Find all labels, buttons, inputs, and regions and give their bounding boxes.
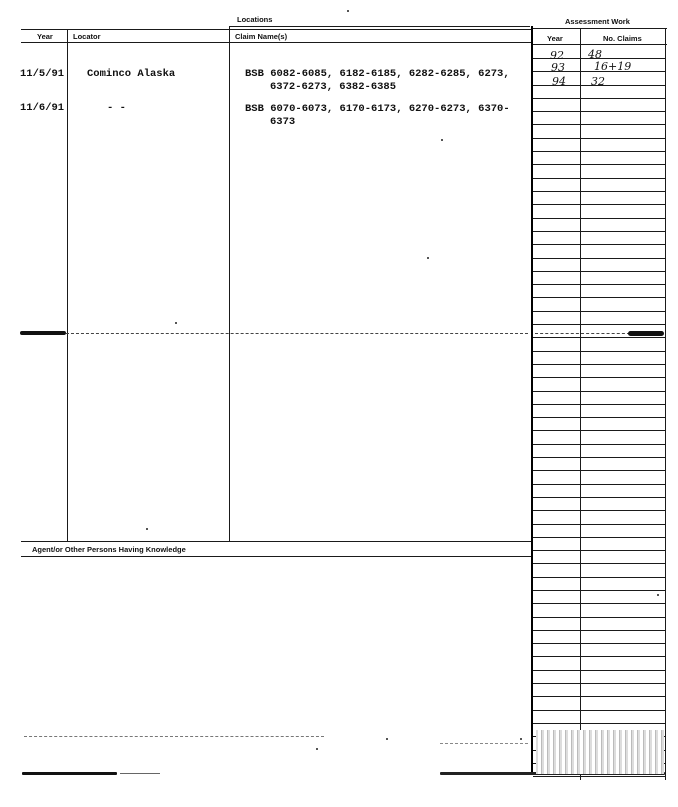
left-binding-mark: [20, 331, 66, 335]
assessment-grid-row-line: [533, 178, 666, 179]
entry-2-claims-line-2: 6373: [270, 116, 296, 128]
fold-line: [66, 333, 528, 334]
assessment-grid-row-line: [533, 337, 666, 338]
assessment-grid-row-line: [533, 457, 666, 458]
entry-2-date: 11/6/91: [20, 102, 65, 114]
locator-claims-divider: [229, 26, 230, 541]
entry-1-date: 11/5/91: [20, 68, 65, 80]
assessment-grid-row-line: [533, 776, 666, 777]
assessment-grid-row-line: [533, 590, 666, 591]
assessment-claims-2: 16+19: [594, 60, 632, 73]
assessment-grid-row-line: [533, 696, 666, 697]
fold-line-right: [535, 333, 630, 334]
entry-1-claims-line-1: BSB 6082-6085, 6182-6185, 6282-6285, 6273,: [245, 68, 510, 80]
scan-speck: [347, 10, 349, 12]
assessment-grid-row-line: [533, 630, 666, 631]
assessment-grid-row-line: [533, 470, 666, 471]
assessment-grid-row-line: [533, 391, 666, 392]
claim-names-column-header: Claim Name(s): [235, 32, 288, 41]
year-locator-divider: [67, 29, 68, 541]
assessment-grid-row-line: [533, 484, 666, 485]
entry-1-claims-line-2: 6372-6273, 6382-6385: [270, 81, 397, 93]
assessment-grid-row-line: [533, 284, 666, 285]
locations-header: Locations: [237, 15, 273, 24]
assessment-grid-row-line: [533, 364, 666, 365]
assessment-claims-column-header: No. Claims: [603, 34, 642, 43]
scan-speck: [520, 738, 522, 740]
assessment-grid-row-line: [533, 324, 666, 325]
scan-speck: [146, 528, 148, 530]
assessment-grid-row-line: [533, 524, 666, 525]
assessment-grid-row-line: [533, 710, 666, 711]
entry-2-claims-line-1: BSB 6070-6073, 6170-6173, 6270-6273, 6370-: [245, 103, 510, 115]
assessment-grid-row-line: [533, 244, 666, 245]
assessment-grid-row-line: [533, 577, 666, 578]
assessment-grid-row-line: [533, 271, 666, 272]
right-binding-mark: [628, 331, 664, 336]
column-header-rule: [21, 29, 531, 30]
assessment-grid-row-line: [533, 297, 666, 298]
bottom-left-smear: [22, 772, 117, 775]
bottom-faded-line-right: [440, 743, 528, 744]
assessment-grid-row-line: [533, 377, 666, 378]
locator-column-header: Locator: [73, 32, 101, 41]
scan-speck: [386, 738, 388, 740]
year-column-header: Year: [37, 32, 53, 41]
agent-section-underline: [21, 556, 531, 557]
scan-speck: [657, 594, 659, 596]
assessment-grid-row-line: [533, 417, 666, 418]
assessment-grid-row-line: [533, 98, 666, 99]
assessment-grid-row-line: [533, 124, 666, 125]
assessment-grid-row-line: [533, 723, 666, 724]
assessment-grid-row-line: [533, 404, 666, 405]
assessment-grid-row-line: [533, 656, 666, 657]
assessment-year-1: 92: [550, 49, 564, 62]
entry-1-locator: Cominco Alaska: [87, 68, 176, 80]
assessment-grid-row-line: [533, 603, 666, 604]
assessment-grid-row-line: [533, 537, 666, 538]
assessment-grid-row-line: [533, 111, 666, 112]
assessment-header-bottom-rule: [533, 44, 667, 45]
bottom-faint-rule: [120, 773, 160, 774]
assessment-grid-row-line: [533, 231, 666, 232]
assessment-grid-row-line: [533, 643, 666, 644]
assessment-top-rule: [533, 28, 667, 29]
assessment-grid-row-line: [533, 164, 666, 165]
assessment-year-3: 94: [552, 75, 566, 88]
assessment-grid-row-line: [533, 670, 666, 671]
entry-2-locator: - -: [107, 102, 126, 114]
scan-speck: [441, 139, 443, 141]
assessment-grid-row-line: [533, 510, 666, 511]
assessment-claims-1: 48: [588, 48, 602, 61]
assessment-grid-row-line: [533, 497, 666, 498]
assessment-grid-row-line: [533, 683, 666, 684]
agent-section-label: Agent/or Other Persons Having Knowledge: [32, 545, 186, 554]
assessment-grid-row-line: [533, 311, 666, 312]
agent-section-top-rule: [21, 541, 531, 542]
assessment-grid-row-line: [533, 151, 666, 152]
scan-noise-block: [536, 730, 664, 774]
assessment-grid-row-line: [533, 258, 666, 259]
assessment-grid-row-line: [533, 550, 666, 551]
assessment-claims-3: 32: [591, 75, 605, 88]
assessment-grid-row-line: [533, 351, 666, 352]
assessment-grid-row-line: [533, 191, 666, 192]
scan-speck: [175, 322, 177, 324]
scan-speck: [427, 257, 429, 259]
assessment-grid-row-line: [533, 617, 666, 618]
assessment-grid-row-line: [533, 218, 666, 219]
header-top-rule: [230, 26, 530, 27]
scan-speck: [316, 748, 318, 750]
assessment-work-header: Assessment Work: [565, 17, 630, 26]
assessment-grid-row-line: [533, 563, 666, 564]
assessment-grid-row-line: [533, 204, 666, 205]
assessment-grid-row-line: [533, 444, 666, 445]
assessment-grid-row-line: [533, 430, 666, 431]
column-header-bottom-rule: [21, 42, 531, 43]
assessment-grid-row-line: [533, 138, 666, 139]
assessment-year-column-header: Year: [547, 34, 563, 43]
assessment-year-2: 93: [551, 61, 565, 74]
bottom-faded-line-left: [24, 736, 324, 737]
